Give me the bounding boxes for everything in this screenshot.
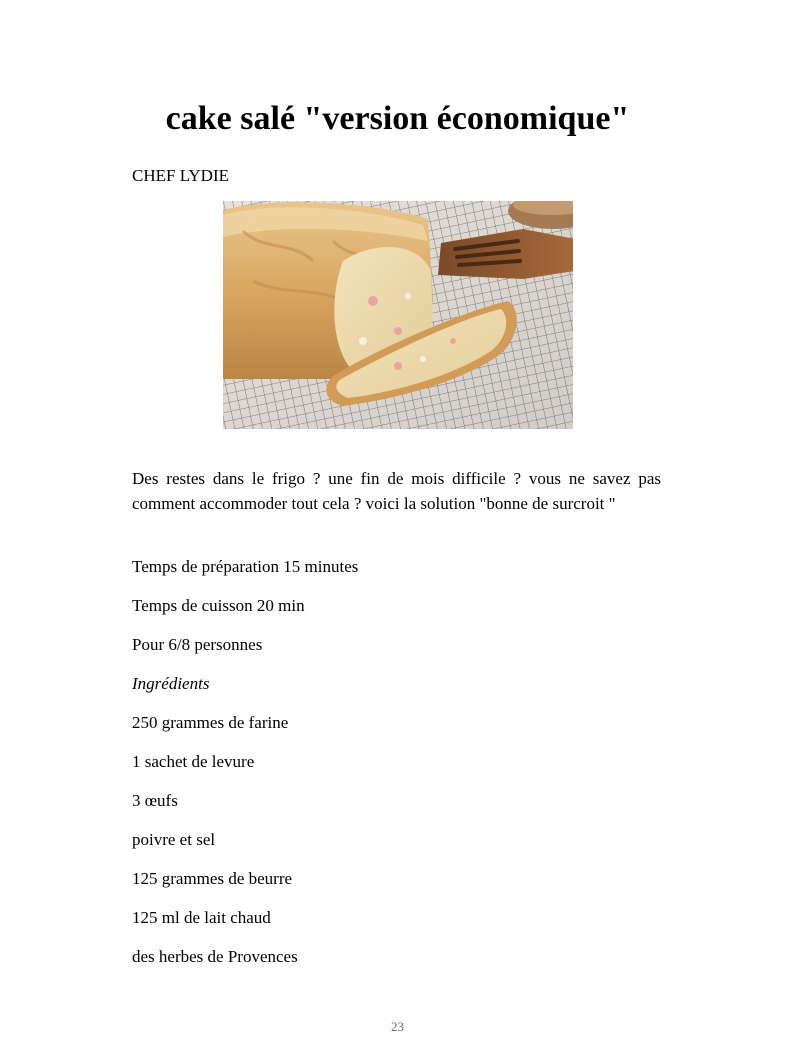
ingredients-heading: Ingrédients — [132, 674, 210, 693]
page-number: 23 — [391, 1019, 404, 1034]
ingredient-item: poivre et sel — [132, 830, 216, 849]
page-title: cake salé "version économique" — [165, 100, 630, 137]
ingredient-item: 1 sachet de levure — [132, 752, 255, 771]
ingredient-item: 250 grammes de farine — [132, 713, 289, 732]
ingredient-item: des herbes de Provences — [132, 947, 298, 966]
cake-photo — [223, 201, 573, 429]
ingredient-item: 125 grammes de beurre — [132, 869, 293, 888]
ingredient-item: 3 œufs — [132, 791, 178, 810]
author-name: CHEF LYDIE — [132, 166, 229, 185]
intro-paragraph: Des restes dans le frigo ? une fin de mois difficile ? vous ne savez pas comment accommoder tout cela ? voici la solution "bonne de surcroit " — [132, 469, 661, 513]
cook-time: Temps de cuisson 20 min — [132, 596, 305, 615]
prep-time: Temps de préparation 15 minutes — [132, 557, 359, 576]
ingredient-item: 125 ml de lait chaud — [132, 908, 271, 927]
servings: Pour 6/8 personnes — [132, 635, 263, 654]
